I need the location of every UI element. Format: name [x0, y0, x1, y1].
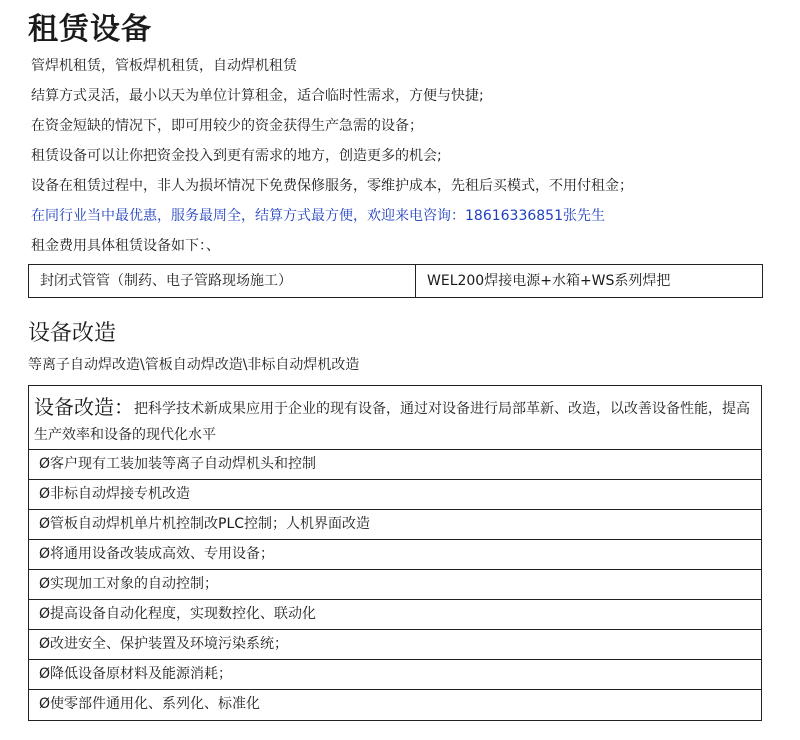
- rental-line-5: 设备在租赁过程中，非人为损坏情况下免费保修服务，零维护成本，先租后买模式，不用付租金；: [31, 178, 633, 194]
- rental-equipment-table: [28, 264, 763, 298]
- rental-line-4: 租赁设备可以让你把资金投入到更有需求的地方，创造更多的机会;: [31, 148, 442, 164]
- rental-line-7: 租金费用具体租赁设备如下：、: [31, 238, 220, 254]
- rental-line-1: 管焊机租赁，管板焊机租赁，自动焊机租赁: [31, 58, 297, 74]
- rental-line-3: 在资金短缺的情况下，即可用较少的资金获得生产急需的设备；: [31, 118, 423, 134]
- modification-item: Ø降低设备原材料及能源消耗；: [29, 660, 761, 690]
- modification-intro-lead: 设备改造：: [34, 395, 134, 419]
- modification-table: [28, 385, 762, 721]
- modification-item: Ø将通用设备改装成高效、专用设备；: [29, 540, 761, 570]
- modification-intro: [29, 386, 761, 450]
- modification-title: 设备改造: [28, 321, 117, 346]
- modification-subtitle: 等离子自动焊改造\管板自动焊改造\非标自动焊机改造: [28, 357, 360, 373]
- modification-item: Ø实现加工对象的自动控制；: [29, 570, 761, 600]
- modification-intro-text: 把科学技术新成果应用于企业的现有设备，通过对设备进行局部革新、改造，以改善设备性能，提高生产效率和设备的现代化水平: [34, 401, 750, 443]
- modification-item: Ø非标自动焊接专机改造: [29, 480, 761, 510]
- modification-item: Ø管板自动焊机单片机控制改PLC控制；人机界面改造: [29, 510, 761, 540]
- table-cell-application: 封闭式管管（制药、电子管路现场施工）: [29, 265, 416, 298]
- table-cell-equipment: WEL200焊接电源+水箱+WS系列焊把: [416, 265, 763, 298]
- modification-item: Ø使零部件通用化、系列化、标准化: [39, 696, 261, 712]
- modification-item: Ø改进安全、保护装置及环境污染系统；: [29, 630, 761, 660]
- table-row: [29, 265, 763, 298]
- modification-item: Ø客户现有工装加装等离子自动焊机头和控制: [29, 450, 761, 480]
- rental-line-2: 结算方式灵活，最小以天为单位计算租金，适合临时性需求，方便与快捷;: [31, 88, 484, 104]
- contact-line: 在同行业当中最优惠，服务最周全，结算方式最方便，欢迎来电咨询：18616336851张先生: [31, 208, 605, 224]
- rental-title: 租赁设备: [28, 12, 152, 47]
- modification-item: Ø提高设备自动化程度，实现数控化、联动化: [29, 600, 761, 630]
